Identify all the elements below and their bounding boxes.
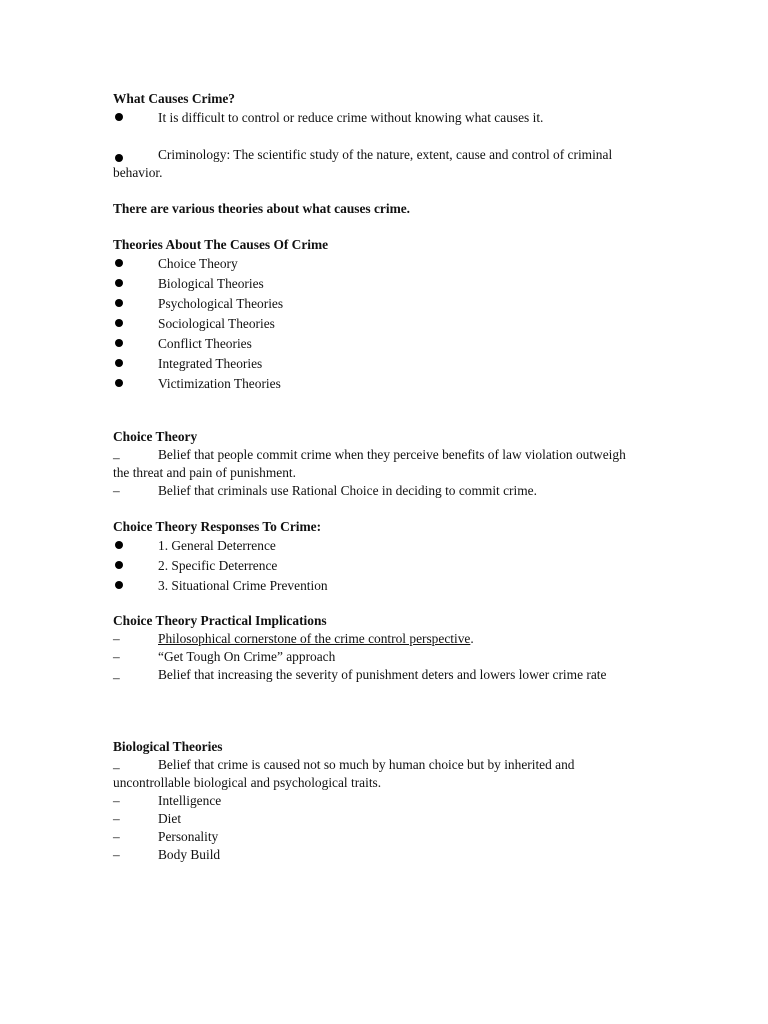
dash-marker: –	[113, 847, 120, 862]
dash-marker: –	[113, 450, 120, 465]
dash-item	[113, 810, 643, 828]
heading-responses: Choice Theory Responses To Crime:	[113, 519, 322, 534]
list-item	[113, 314, 643, 334]
dash-item-text: Intelligence	[158, 793, 222, 808]
bullet-icon	[115, 279, 123, 287]
dash-item-text: Belief that crime is caused not so much by human choice but by inherited and uncontrollable biological and psychological traits.	[113, 757, 575, 790]
list-item	[113, 294, 643, 314]
bullet-icon	[115, 359, 123, 367]
dash-item	[113, 828, 643, 846]
list-item	[113, 334, 643, 354]
bullet-icon	[115, 379, 123, 387]
dash-item	[113, 482, 643, 500]
bullet-icon	[115, 541, 123, 549]
dash-item	[113, 792, 643, 810]
document-page	[113, 90, 643, 864]
dash-item-text: Body Build	[158, 847, 221, 862]
bullet-icon	[115, 581, 123, 589]
dash-item-wrapped	[113, 446, 643, 482]
bullet-item	[113, 108, 643, 128]
list-item-text: 1. General Deterrence	[158, 538, 276, 553]
list-item	[113, 576, 643, 596]
list-item	[113, 374, 643, 394]
heading-theories: Theories About The Causes Of Crime	[113, 237, 329, 252]
bullet-item-wrapped	[113, 146, 643, 182]
dash-marker: –	[113, 649, 120, 664]
list-item	[113, 354, 643, 374]
dash-item	[113, 648, 643, 666]
dash-marker: –	[113, 670, 120, 685]
dash-item-text: Belief that criminals use Rational Choice in deciding to commit crime.	[158, 483, 537, 498]
dash-item	[113, 630, 643, 648]
list-item-text: Psychological Theories	[158, 296, 284, 311]
bullet-text: It is difficult to control or reduce crime without knowing what causes it.	[158, 110, 544, 125]
underlined-text: Philosophical cornerstone of the crime control perspective	[158, 631, 471, 646]
dash-item-text: “Get Tough On Crime” approach	[158, 649, 336, 664]
dash-item-wrapped	[113, 756, 643, 792]
bullet-icon	[115, 259, 123, 267]
bullet-icon	[115, 319, 123, 327]
bullet-icon	[115, 561, 123, 569]
punctuation: .	[470, 631, 474, 646]
dash-marker: –	[113, 811, 120, 826]
dash-marker: –	[113, 829, 120, 844]
list-item-text: Integrated Theories	[158, 356, 263, 371]
heading-choice-theory: Choice Theory	[113, 429, 198, 444]
list-item-text: Biological Theories	[158, 276, 264, 291]
dash-item-wrapped	[113, 666, 643, 684]
heading-what-causes-crime: What Causes Crime?	[113, 91, 235, 106]
list-item-text: 2. Specific Deterrence	[158, 558, 278, 573]
theories-list	[113, 254, 643, 394]
dash-item-text: Belief that people commit crime when they perceive benefits of law violation outweigh the threat and pain of punishment.	[113, 447, 626, 480]
dash-item-text: Personality	[158, 829, 219, 844]
list-item-text: Choice Theory	[158, 256, 238, 271]
list-item-text: Sociological Theories	[158, 316, 275, 331]
list-item	[113, 274, 643, 294]
bullet-icon	[115, 339, 123, 347]
bullet-icon	[115, 113, 123, 121]
list-item	[113, 536, 643, 556]
intro-bold-text: There are various theories about what causes crime.	[113, 201, 411, 216]
list-item-text: Victimization Theories	[158, 376, 281, 391]
dash-item	[113, 846, 643, 864]
dash-marker: –	[113, 760, 120, 775]
bullet-icon	[115, 299, 123, 307]
heading-biological: Biological Theories	[113, 739, 223, 754]
list-item	[113, 254, 643, 274]
responses-list	[113, 536, 643, 596]
dash-marker: –	[113, 631, 120, 646]
heading-implications: Choice Theory Practical Implications	[113, 613, 327, 628]
list-item-text: Conflict Theories	[158, 336, 252, 351]
dash-marker: –	[113, 483, 120, 498]
dash-item-text: Belief that increasing the severity of punishment deters and lowers lower crime rate	[158, 667, 607, 682]
dash-marker: –	[113, 793, 120, 808]
bullet-icon	[115, 154, 123, 162]
list-item-text: 3. Situational Crime Prevention	[158, 578, 328, 593]
list-item	[113, 556, 643, 576]
dash-item-text: Diet	[158, 811, 182, 826]
bullet-text: Criminology: The scientific study of the nature, extent, cause and control of criminal behavior.	[113, 147, 613, 180]
